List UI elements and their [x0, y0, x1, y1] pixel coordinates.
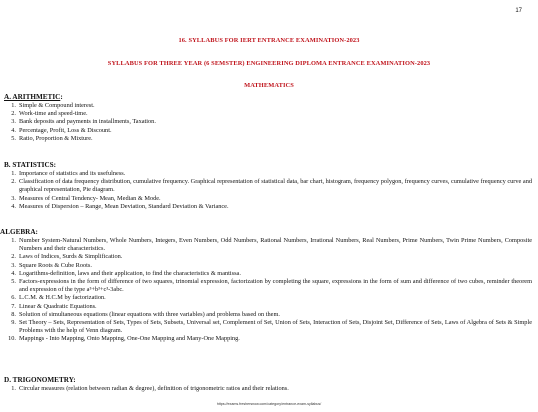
list-item: 4. Measures of Dispersion – Range, Mean Deviation, Standard Deviation & Variance. [11, 202, 229, 210]
list-item: 4. Percentage, Profit, Loss & Discount. [11, 126, 112, 134]
section-title: D. TRIGONOMETRY: [4, 376, 76, 384]
list-item: 3. Measures of Central Tendency- Mean, Median & Mode. [11, 194, 161, 202]
list-item: 7. Linear & Quadratic Equations. [11, 302, 97, 310]
section-title: ALGEBRA: [0, 228, 38, 236]
algebra-list [0, 237, 538, 344]
list-item: 1. Number System-Natural Numbers, Whole Numbers, Integers, Even Numbers, Odd Numbers, Rational Numbers, Irrational Numbers, Real Numbers, Prime Numbers, Twin Prime Numbers, Composite Numbers and their characteristics. [11, 237, 532, 253]
list-item: 5. Ratio, Proportion & Mixture. [11, 134, 93, 142]
list-item: 1. Circular measures (relation between radian & degree), definition of trigonometric ratios and their relations. [11, 385, 289, 392]
list-item: 3. Square Roots & Cube Roots. [11, 261, 92, 269]
list-item: 2. Classification of data frequency distribution, cumulative frequency. Graphical representation of statistical data, bar chart, histogram, frequency polygon, frequency curves, cumulative frequency curve and graphical representation, Pie diagram. [11, 178, 532, 194]
section-arithmetic [0, 93, 538, 143]
subject-heading: MATHEMATICS [244, 82, 294, 89]
document-subtitle: SYLLABUS FOR THREE YEAR (6 SEMSTER) ENGINEERING DIPLOMA ENTRANCE EXAMINATION-2023 [107, 60, 431, 67]
section-title-label: A. ARITHMETIC [4, 93, 61, 101]
list-item: 3. Bank deposits and payments in installments, Taxation. [11, 118, 156, 126]
section-title-suffix: : [60, 93, 63, 101]
list-item: 1. Simple & Compound interest. [11, 102, 95, 109]
section-title [4, 93, 538, 102]
list-item: 5. Factors-expressions in the form of difference of two squares, trinomial expression, factorization by completing the square, expressions in the form of sum and difference of two cubes, reminder theorem and expression of the type a³+b³+c³-3abc. [11, 278, 532, 294]
footer-url: https://exams.freshersnow.com/category/entrance-exam-syllabus/ [216, 402, 322, 406]
list-item: 1. Importance of statistics and its usefulness. [11, 170, 126, 177]
list-item: 8. Solution of simultaneous equations (linear equations with three variables) and problems based on them. [11, 310, 280, 318]
list-item: 2. Laws of Indices, Surds & Simplification. [11, 253, 123, 261]
section-statistics [0, 161, 538, 211]
list-item: 10. Mappings - Into Mapping, Onto Mapping, One-One Mapping and Many-One Mapping. [8, 335, 240, 343]
section-trigonometry [0, 376, 538, 393]
list-item: 6. L.C.M. & H.C.M by factorization. [11, 294, 106, 302]
section-algebra [0, 228, 538, 344]
page-number: 17 [515, 8, 522, 14]
list-item: 2. Work-time and speed-time. [11, 110, 88, 118]
list-item: 9. Set Theory – Sets, Representation of Sets, Types of Sets, Subsets, Universal set, Complement of Set, Union of Sets, Interaction of Sets, Disjoint Set, Difference of Sets, Laws of Algebra of Sets & Simple Problems with the help of Venn diagram. [11, 319, 532, 335]
arithmetic-list [4, 102, 538, 143]
statistics-list [4, 170, 538, 211]
list-item: 4. Logarithms-definition, laws and their application, to find the characteristics & mantissa. [11, 269, 241, 277]
trigonometry-list [4, 385, 538, 393]
section-title: B. STATISTICS: [4, 161, 57, 169]
document-title: 16. SYLLABUS FOR IERT ENTRANCE EXAMINATION-2023 [178, 37, 360, 44]
